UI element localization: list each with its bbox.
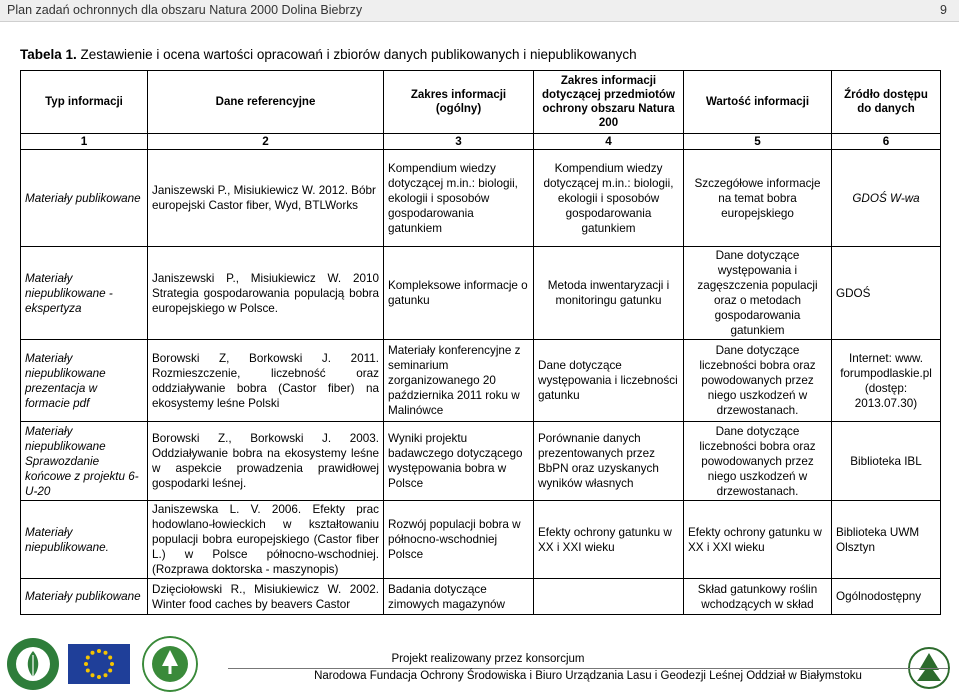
header-cell: Wartość informacji [684, 71, 832, 134]
value-cell: Efekty ochrony gatunku w XX i XXI wieku [684, 501, 832, 579]
header-cell: Zakres informacji (ogólny) [384, 71, 534, 134]
type-cell: Materiały niepublikowane - ekspertyza [21, 247, 148, 340]
type-cell: Materiały niepublikowane prezentacja w formacie pdf [21, 340, 148, 422]
source-cell: Biblioteka UWM Olsztyn [832, 501, 941, 579]
header-cell: Typ informacji [21, 71, 148, 134]
reference-cell: Dzięciołowski R., Misiukiewicz W. 2002. Winter food caches by beavers Castor [148, 579, 384, 615]
reference-cell: Borowski Z., Borkowski J. 2003. Oddziaływanie bobra na ekosystemy leśne w aspekcie prowadzenia prawidłowej gospodarki leśnej. [148, 422, 384, 501]
column-number: 2 [148, 134, 384, 150]
type-cell: Materiały niepublikowane. [21, 501, 148, 579]
scope-general-cell: Rozwój populacji bobra w północno-wschodniej Polsce [384, 501, 534, 579]
header-cell: Dane referencyjne [148, 71, 384, 134]
footer-project-text: Projekt realizowany przez konsorcjum [391, 653, 585, 665]
scope-subject-cell: Efekty ochrony gatunku w XX i XXI wieku [534, 501, 684, 579]
column-number: 5 [684, 134, 832, 150]
type-cell: Materiały publikowane [21, 579, 148, 615]
eu-flag-icon [64, 640, 134, 688]
page-number: 9 [940, 3, 947, 17]
scope-subject-cell: Metoda inwentaryzacji i monitoringu gatunku [534, 247, 684, 340]
document-title: Plan zadań ochronnych dla obszaru Natura 2000 Dolina Biebrzy [7, 3, 363, 17]
scope-general-cell: Kompleksowe informacje o gatunku [384, 247, 534, 340]
table-label: Tabela 1. [20, 47, 77, 62]
column-number: 3 [384, 134, 534, 150]
scope-general-cell: Badania dotyczące zimowych magazynów [384, 579, 534, 615]
table-row [21, 340, 941, 422]
data-table [20, 70, 941, 615]
scope-subject-cell [534, 579, 684, 615]
column-number: 6 [832, 134, 941, 150]
scope-general-cell: Kompendium wiedzy dotyczącej m.in.: biologii, ekologii i sposobów gospodarowania gatunkiem [384, 150, 534, 247]
value-cell: Dane dotyczące występowania i zagęszczenia populacji oraz o metodach gospodarowania gatunkiem [684, 247, 832, 340]
header-cell: Zakres informacji dotyczącej przedmiotów ochrony obszaru Natura 200 [534, 71, 684, 134]
table-row [21, 579, 941, 615]
reference-cell: Janiszewski P., Misiukiewicz W. 2010 Strategia gospodarowania populacją bobra europejskiego w Polsce. [148, 247, 384, 340]
reference-cell: Janiszewski P., Misiukiewicz W. 2012. Bóbr europejski Castor fiber, Wyd, BTLWorks [148, 150, 384, 247]
reference-cell: Borowski Z, Borkowski J. 2011. Rozmieszczenie, liczebność oraz oddziaływanie bobra (Castor fiber) na ekosystemy leśne Polski [148, 340, 384, 422]
scope-subject-cell: Kompendium wiedzy dotyczącej m.in.: biologii, ekologii i sposobów gospodarowania gatunkiem [534, 150, 684, 247]
value-cell: Skład gatunkowy roślin wchodzących w skład [684, 579, 832, 615]
source-cell: GDOŚ [832, 247, 941, 340]
scope-general-cell: Materiały konferencyjne z seminarium zorganizowanego 20 października 2011 roku w Malinówce [384, 340, 534, 422]
type-cell: Materiały niepublikowane Sprawozdanie końcowe z projektu 6-U-20 [21, 422, 148, 501]
scope-subject-cell: Porównanie danych prezentowanych przez BbPN oraz uzyskanych wyników własnych [534, 422, 684, 501]
column-number: 1 [21, 134, 148, 150]
scope-subject-cell: Dane dotyczące występowania i liczebności gatunku [534, 340, 684, 422]
table-row [21, 501, 941, 579]
table-caption-text: Zestawienie i ocena wartości opracowań i zbiorów danych publikowanych i niepublikowanych [80, 47, 637, 62]
source-cell: Internet: www. forumpodlaskie.pl (dostęp: 2013.07.30) [832, 340, 941, 422]
footer-divider [228, 668, 948, 669]
source-cell: Biblioteka IBL [832, 422, 941, 501]
source-cell: Ogólnodostępny [832, 579, 941, 615]
foundation-logo-icon [6, 637, 60, 691]
table-row [21, 247, 941, 340]
source-cell: GDOŚ W-wa [832, 150, 941, 247]
gdos-logo-icon [142, 636, 198, 692]
value-cell: Dane dotyczące liczebności bobra oraz powodowanych przez niego uszkodzeń w drzewostanach. [684, 340, 832, 422]
table-caption [20, 47, 637, 62]
table-row [21, 422, 941, 501]
footer-consortium-text: Narodowa Fundacja Ochrony Środowiska i Biuro Urządzania Lasu i Geodezji Leśnej Oddział w Białymstoku [314, 670, 862, 682]
header-cell: Źródło dostępu do danych [832, 71, 941, 134]
reference-cell: Janiszewska L. V. 2006. Efekty prac hodowlano-łowieckich w kształtowaniu populacji bobra europejskiego (Castor fiber L.) w Polsce północno-wschodniej. (Rozprawa doktorska - maszynopis) [148, 501, 384, 579]
table-row [21, 150, 941, 247]
value-cell: Szczegółowe informacje na temat bobra europejskiego [684, 150, 832, 247]
page-header [0, 0, 959, 22]
value-cell: Dane dotyczące liczebności bobra oraz powodowanych przez niego uszkodzeń w drzewostanach. [684, 422, 832, 501]
column-number-row [21, 134, 941, 150]
column-number: 4 [534, 134, 684, 150]
scope-general-cell: Wyniki projektu badawczego dotyczącego występowania bobra w Polsce [384, 422, 534, 501]
type-cell: Materiały publikowane [21, 150, 148, 247]
table-header-row [21, 71, 941, 134]
